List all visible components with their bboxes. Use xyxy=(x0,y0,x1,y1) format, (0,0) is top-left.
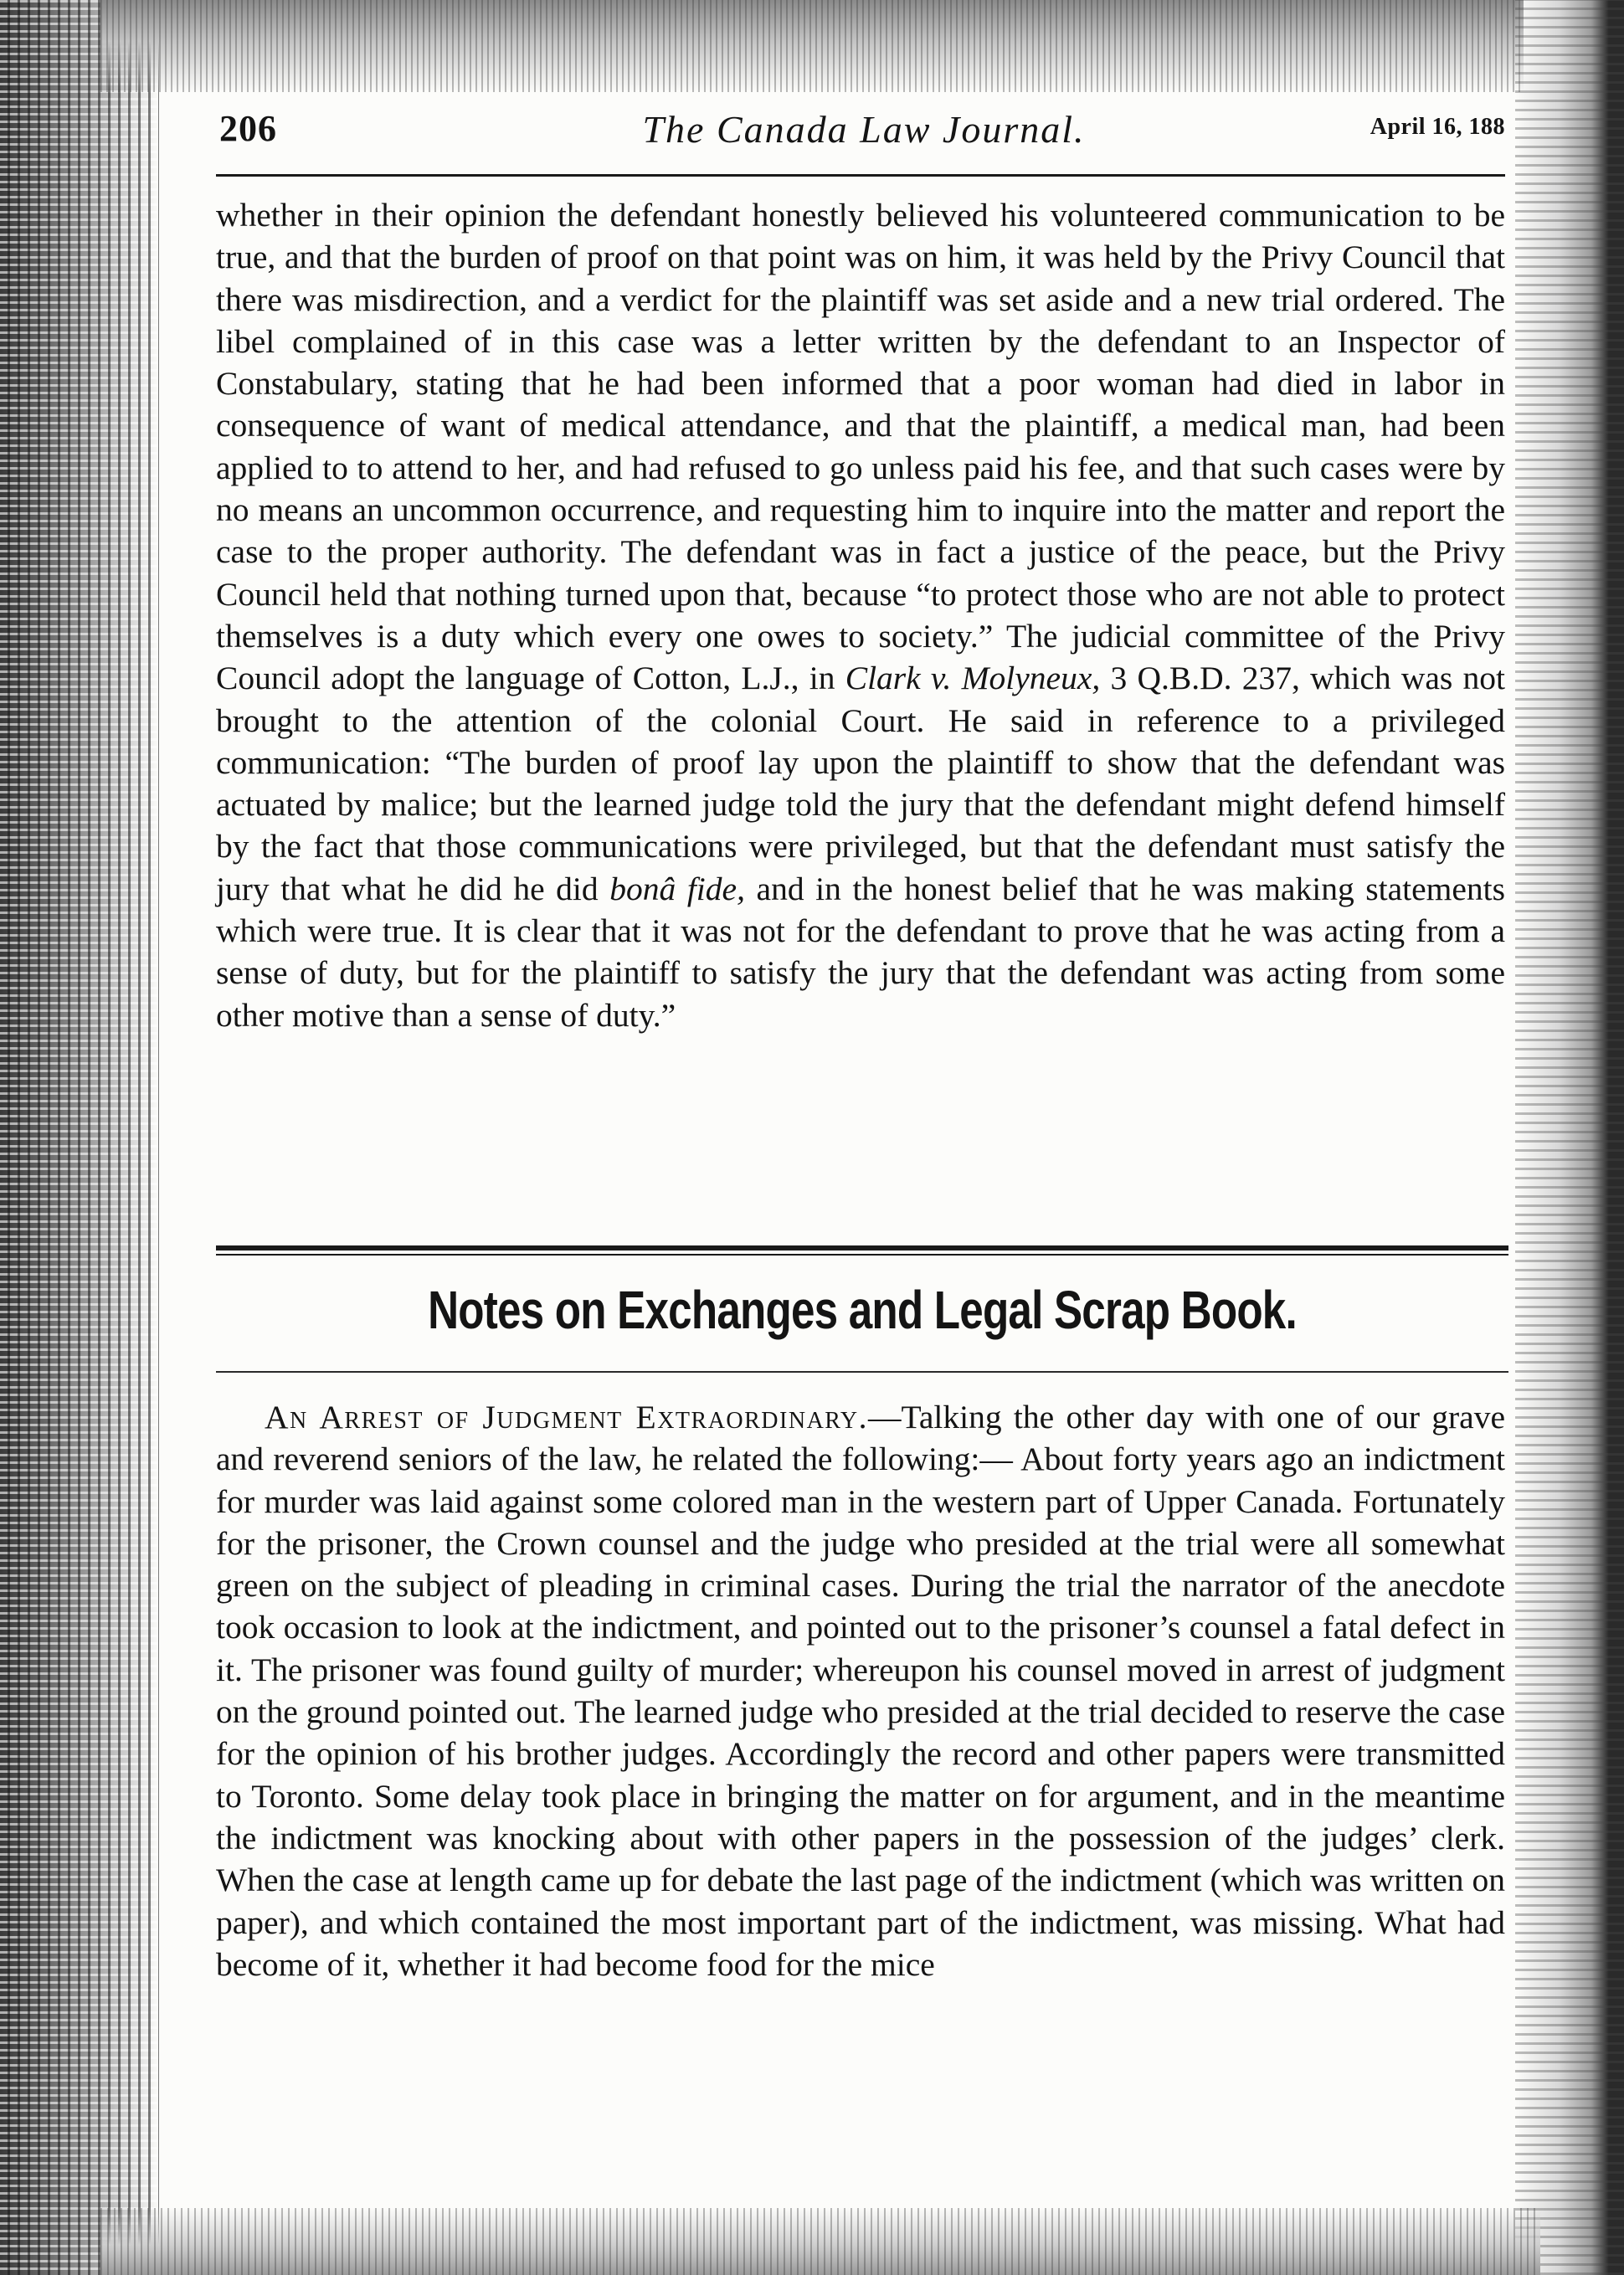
running-head xyxy=(219,107,1508,157)
scan-edge-top xyxy=(100,0,1524,92)
scan-edge-bottom xyxy=(100,2208,1540,2275)
passage-text-a: whether in their opinion the defendant honestly believed his volunteered communication to be true, and that the burden of proof on that point was on him, it was held by the Privy Council that there was misdirection, and a verdict for the plaintiff was set aside and a new trial ordered. The libel complained of in this case was a letter written by the defendant to an Inspector of Constabulary, stating that he had been informed that a poor woman had died in labor in consequence of want of medical attendance, and that the plaintiff, a medical man, had been applied to to attend to her, and had refused to go unless paid his fee, and that such cases were by no means an uncommon occurrence, and requesting him to inquire into the matter and report the case to the proper authority. The defendant was in fact a justice of the peace, but the Privy Council held that nothing turned upon that, because “to protect those who are not able to protect themselves is a duty which every one owes to society.” The judicial committee of the Privy Council adopt the language of Cotton, L.J., in xyxy=(216,197,1505,697)
header-rule xyxy=(216,174,1505,177)
first-passage xyxy=(216,194,1505,1036)
heading-rule xyxy=(216,1371,1508,1373)
passage-text-c: and in the honest belief that he was making statements which were true. It is clear that it was not for the defendant to prove that he was acting from a sense of duty, but for the plaintiff to satisfy the jury that the defendant was acting from some other motive than a sense of duty.” xyxy=(216,870,1506,1034)
article-lead-in: An Arrest of Judgment Extraordinary. xyxy=(265,1399,869,1435)
latin-phrase: bonâ fide, xyxy=(609,870,745,907)
passage-text-b: 3 Q.B.D. 237, which was not brought to the attention of the colonial Court. He said in reference to a privileged communication: “The burden of proof lay upon the plaintiff to show that the defendant was actuated by malice; but the learned judge told the jury that the defendant might defend himself by the fact that those communications were privileged, but that the defendant must satisfy the jury that what he did he did xyxy=(216,660,1505,907)
case-citation: Clark v. Molyneux, xyxy=(845,660,1101,697)
issue-date: April 16, 188 xyxy=(1370,114,1505,140)
journal-title: The Canada Law Journal. xyxy=(642,108,1086,151)
scan-edge-right xyxy=(1515,0,1624,2275)
article-text: —Talking the other day with one of our grave and reverend seniors of the law, he related the following:— About forty years ago an indictment for murder was laid against some colored man in the western part of Upper Canada. Fortunately for the prisoner, the Crown counsel and the judge who presided at the trial were all somewhat green on the subject of pleading in criminal cases. During the trial the narrator of the anecdote took occasion to look at the indictment, and pointed out to the prisoner’s counsel a fatal defect in it. The prisoner was found guilty of murder; whereupon his counsel moved in arrest of judgment on the ground pointed out. The learned judge who presided at the trial decided to reserve the case for the opinion of his brother judges. Accordingly the record and other papers were transmitted to Toronto. Some delay took place in bringing the matter on for argument, and in the meantime the indictment was knocking about with other papers in the possession of the judges’ clerk. When the case at length came up for debate the last page of the indictment (which was written on paper), and which contained the most important part of the indictment, was missing. What had become of it, whether it had become food for the mice xyxy=(216,1399,1505,1983)
scan-edge-left xyxy=(0,0,159,2275)
section-heading: Notes on Exchanges and Legal Scrap Book. xyxy=(428,1280,1297,1340)
page-number: 206 xyxy=(219,108,277,149)
section-divider xyxy=(216,1245,1508,1256)
second-passage xyxy=(216,1396,1505,1985)
